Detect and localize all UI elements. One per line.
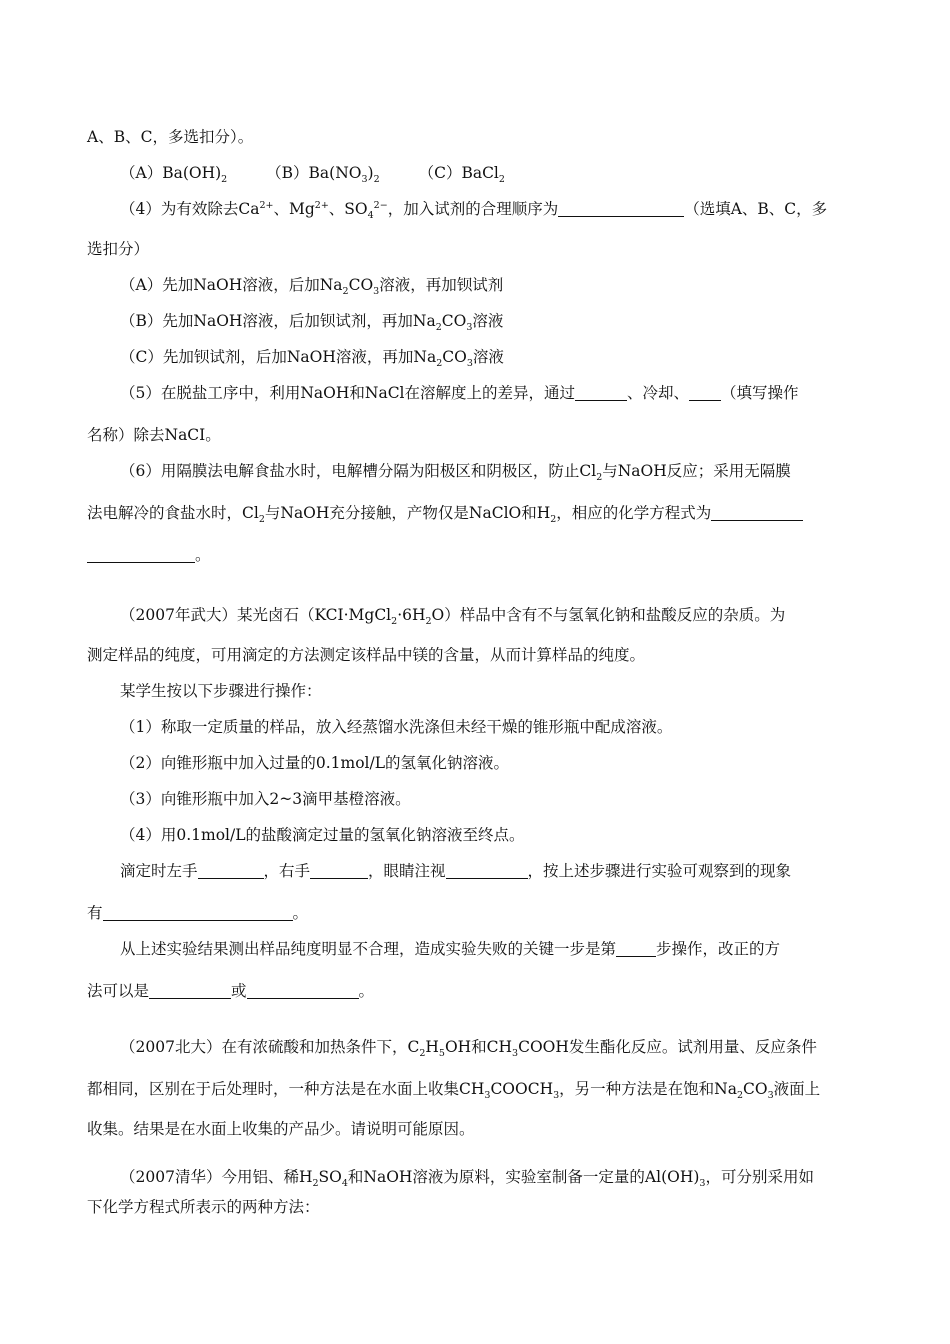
pku-question-cont-2: 收集。结果是在水面上收集的产品少。请说明可能原因。 xyxy=(87,1120,475,1138)
answer-blank[interactable] xyxy=(446,862,528,879)
wuda-step-4: （4）用0.1mol/L的盐酸滴定过量的氢氧化钠溶液至终点。 xyxy=(120,826,525,844)
answer-blank[interactable] xyxy=(310,862,368,879)
answer-blank[interactable] xyxy=(711,504,803,521)
answer-blank[interactable] xyxy=(575,384,627,401)
wuda-steps-intro: 某学生按以下步骤进行操作： xyxy=(120,682,322,700)
q6-answer-line: 。 xyxy=(87,544,211,566)
answer-blank[interactable] xyxy=(247,982,359,999)
pku-question-cont: 都相同，区别在于后处理时，一种方法是在水面上收集$CH_3COOCH_3$，另一种方法是在饱和$Na_2CO_3$液面上 xyxy=(87,1080,821,1102)
wuda-step-1: （1）称取一定质量的样品，放入经蒸馏水洗涤但未经干燥的锥形瓶中配成溶液。 xyxy=(120,718,673,736)
wuda-question-1-cont: 有 。 xyxy=(87,904,309,922)
wuda-step-2: （2）向锥形瓶中加入过量的0.1mol/L的氢氧化钠溶液。 xyxy=(120,754,510,772)
answer-blank[interactable] xyxy=(87,546,195,563)
wuda-step-3: （3）向锥形瓶中加入2~3滴甲基橙溶液。 xyxy=(120,790,411,808)
q4-option-c: （C）先加钡试剂，后加NaOH溶液，再加$Na_2CO_3$溶液 xyxy=(120,348,504,370)
q5-stem-cont: 名称）除去NaCI。 xyxy=(87,426,221,444)
wuda-question-2-cont: 法可以是 或 。 xyxy=(87,982,375,1000)
q1-options: $(A)Ba(OH)_2$ $(B)Ba(NO_3)_2$ （C）BaCl$_2$ xyxy=(120,164,505,186)
answer-blank[interactable] xyxy=(198,862,264,879)
wuda-question-1: 滴定时左手 ，右手 ，眼睛注视 ，按上述步骤进行实验可观察到的现象 xyxy=(120,862,792,880)
wuda-question-2: 从上述实验结果测出样品纯度明显不合理，造成实验失败的关键一步是第 步操作，改正的方 xyxy=(120,940,781,958)
q5-stem: （5）在脱盐工序中，利用NaOH和NaCl在溶解度上的差异，通过 、冷却、 （填写操作 xyxy=(120,384,799,402)
answer-blank[interactable] xyxy=(616,940,656,957)
q4-stem-cont: 选扣分） xyxy=(87,240,150,258)
q1-tail: A、B、C，多选扣分）。 xyxy=(87,128,254,146)
answer-blank[interactable] xyxy=(558,200,684,217)
tsinghua-question-cont: 下化学方程式所表示的两种方法： xyxy=(87,1198,320,1216)
wuda-question-cont: 测定样品的纯度，可用滴定的方法测定该样品中镁的含量，从而计算样品的纯度。 xyxy=(87,646,646,664)
q6-stem: （6）用隔膜法电解食盐水时，电解槽分隔为阳极区和阴极区，防止$Cl_2$与NaOH反应；采用无隔膜 xyxy=(120,462,791,484)
q4-stem: （4）为有效除去$Ca^{2+}$、$Mg^{2+}$、$SO_4^{2-}$，加入试剂的合理顺序为 （选填A、B、C，多 xyxy=(120,199,828,222)
q4-option-b: （B）先加NaOH溶液，后加钡试剂，再加$Na_2CO_3$溶液 xyxy=(120,312,504,334)
wuda-question-stem: （2007年武大）某光卤石$(KCI\cdot MgCl_2\cdot 6H_2O)$样品中含有不与氢氧化钠和盐酸反应的杂质。为 xyxy=(120,606,786,628)
q6-stem-cont: 法电解冷的食盐水时，$Cl_2$与NaOH充分接触，产物仅是NaClO和$H_2$，相应的化学方程式为 xyxy=(87,502,803,524)
answer-blank[interactable] xyxy=(689,384,721,401)
q4-option-a: （A）先加NaOH溶液，后加$Na_2CO_3$溶液，再加钡试剂 xyxy=(120,276,504,298)
pku-question-stem: （2007北大）在有浓硫酸和加热条件下，$C_2H_5OH$和$CH_3COOH$发生酯化反应。试剂用量、反应条件 xyxy=(120,1038,817,1060)
answer-blank[interactable] xyxy=(103,904,293,921)
answer-blank[interactable] xyxy=(149,982,231,999)
tsinghua-question-stem: （2007清华）今用铝、稀$H_2SO_4$和NaOH溶液为原料，实验室制备一定量的$Al(OH)_3$，可分别采用如 xyxy=(120,1168,814,1190)
